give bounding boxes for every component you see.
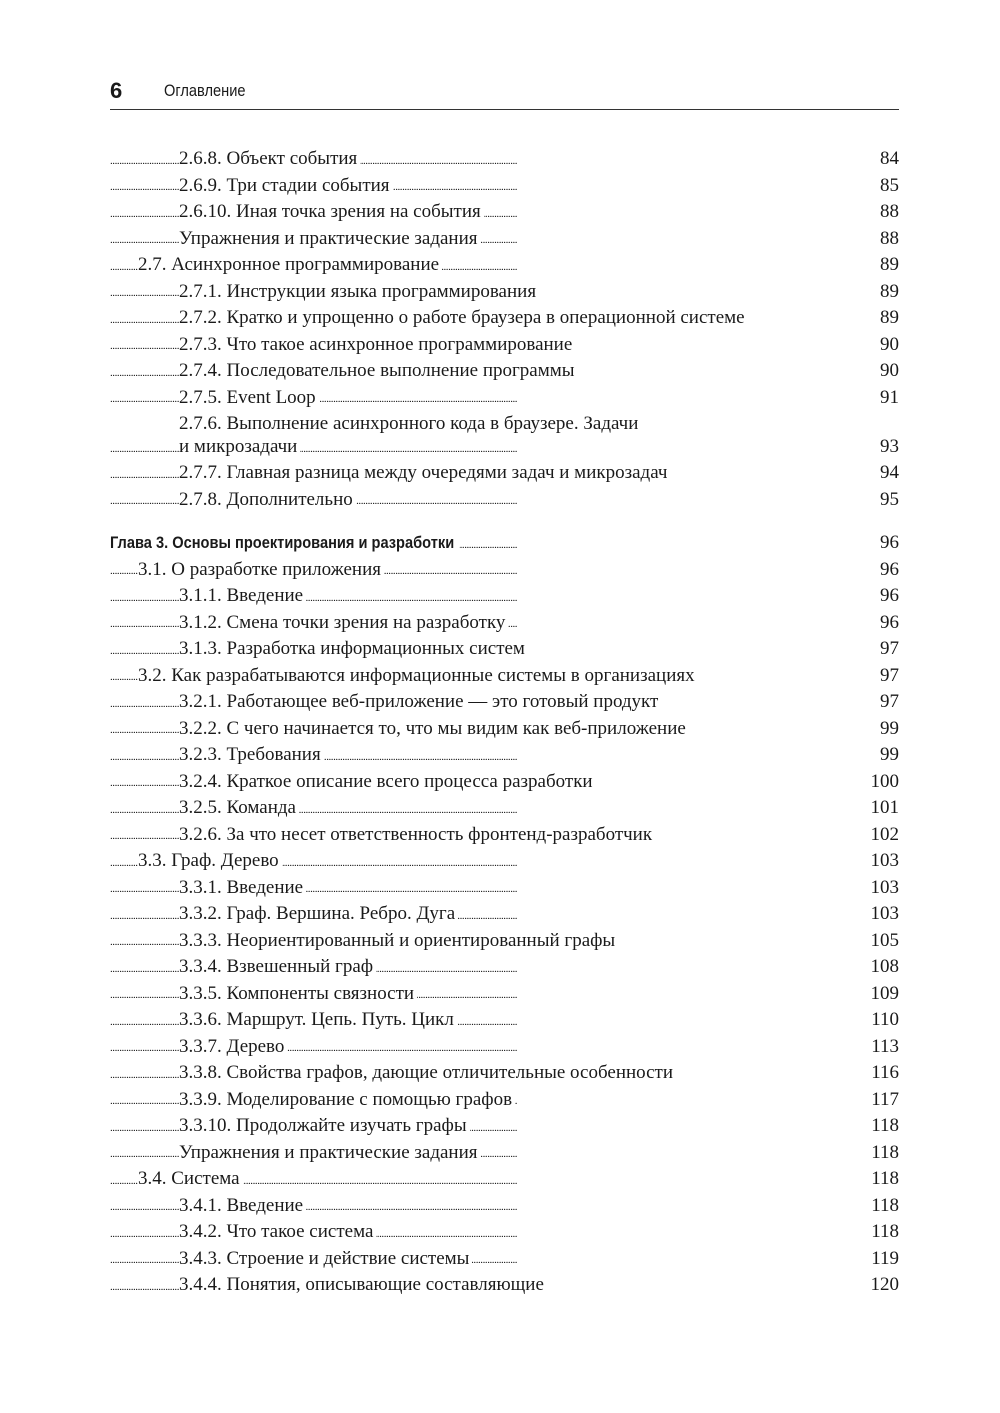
toc-entry-title: 3.4.4. Понятия, описывающие составляющие — [179, 1272, 547, 1299]
toc-subsection-entry — [110, 1140, 899, 1167]
toc-subsection-entry — [110, 954, 899, 981]
toc-page-number: 89 — [878, 252, 899, 279]
toc-page-number: 117 — [869, 1087, 899, 1114]
toc-page-number: 101 — [869, 795, 900, 822]
toc-section-entry — [110, 848, 899, 875]
toc-page-number: 100 — [869, 769, 900, 796]
toc-section-entry — [110, 663, 899, 690]
toc-subsection-entry — [110, 822, 899, 849]
toc-page-number: 85 — [878, 173, 899, 200]
toc-subsection-entry — [110, 358, 899, 385]
toc-entry-title: 3.2.2. С чего начинается то, что мы видим как веб-приложение — [179, 716, 689, 743]
toc-entry-title: 3.3.6. Маршрут. Цепь. Путь. Цикл — [179, 1007, 457, 1034]
toc-subsection-entry — [110, 1034, 899, 1061]
toc-subsection-entry — [110, 199, 899, 226]
toc-page-number: 120 — [869, 1272, 900, 1299]
toc-page-number: 97 — [878, 636, 899, 663]
toc-page-number: 89 — [878, 279, 899, 306]
toc-entry-title: 3.3.2. Граф. Вершина. Ребро. Дуга — [179, 901, 458, 928]
toc-subsection-entry — [110, 332, 899, 359]
toc-page-number: 109 — [869, 981, 900, 1008]
toc-entry-title: 3.1. О разработке приложения — [138, 557, 384, 584]
toc-subsection-entry — [110, 487, 899, 514]
toc-subsection-entry — [110, 1272, 899, 1299]
toc-entry-title: Упражнения и практические задания — [179, 226, 481, 253]
toc-page-number: 96 — [878, 530, 899, 557]
toc-subsection-entry — [110, 795, 899, 822]
toc-entry-title: 3.3.4. Взвешенный граф — [179, 954, 376, 981]
toc-page-number: 119 — [869, 1246, 899, 1273]
toc-page-number: 116 — [869, 1060, 899, 1087]
toc-page-number: 108 — [869, 954, 900, 981]
table-of-contents — [110, 146, 899, 1299]
toc-subsection-entry — [110, 981, 899, 1008]
toc-subsection-entry — [110, 385, 899, 412]
toc-page-number: 97 — [878, 663, 899, 690]
toc-chapter-entry — [110, 530, 899, 557]
page-header — [110, 74, 899, 110]
toc-entry-title: 2.6.8. Объект события — [179, 146, 360, 173]
toc-entry-title: 2.7.5. Event Loop — [179, 385, 319, 412]
toc-subsection-entry — [110, 305, 899, 332]
toc-subsection-entry — [110, 636, 899, 663]
toc-entry-title: 3.2.5. Команда — [179, 795, 299, 822]
toc-page-number: 103 — [869, 848, 900, 875]
toc-page-number: 96 — [878, 557, 899, 584]
toc-subsection-entry — [110, 1113, 899, 1140]
toc-entry-title: 2.6.10. Иная точка зрения на события — [179, 199, 484, 226]
toc-page-number: 118 — [869, 1140, 899, 1167]
toc-page-number: 93 — [878, 434, 899, 461]
running-title: Оглавление — [164, 81, 246, 100]
toc-page-number: 118 — [869, 1113, 899, 1140]
toc-subsection-entry — [110, 279, 899, 306]
toc-entry-title-continued: и микрозадачи — [179, 434, 300, 461]
toc-entry-title: 3.3.8. Свойства графов, дающие отличительные особенности — [179, 1060, 676, 1087]
toc-entry-title: 3.4.3. Строение и действие системы — [179, 1246, 472, 1273]
toc-subsection-entry — [110, 1007, 899, 1034]
toc-subsection-entry — [110, 1193, 899, 1220]
toc-page-number: 113 — [869, 1034, 899, 1061]
toc-entry-title: 3.2.4. Краткое описание всего процесса разработки — [179, 769, 596, 796]
toc-subsection-entry — [110, 901, 899, 928]
toc-page-number: 105 — [869, 928, 900, 955]
toc-entry-title: 3.3. Граф. Дерево — [138, 848, 282, 875]
toc-subsection-entry — [110, 689, 899, 716]
toc-entry-title: 2.7.6. Выполнение асинхронного кода в браузере. Задачи — [179, 411, 641, 438]
toc-entry-title: 3.2.6. За что несет ответственность фронтенд-разработчик — [179, 822, 655, 849]
toc-entry-title: 3.4.2. Что такое система — [179, 1219, 376, 1246]
toc-entry-title: 2.7.7. Главная разница между очередями задач и микрозадач — [179, 460, 670, 487]
page-number: 6 — [110, 78, 123, 103]
toc-subsection-entry — [110, 173, 899, 200]
toc-entry-title: 2.7.2. Кратко и упрощенно о работе браузера в операционной системе — [179, 305, 748, 332]
toc-page-number: 99 — [878, 742, 899, 769]
toc-section-entry — [110, 252, 899, 279]
toc-subsection-entry — [110, 1087, 899, 1114]
toc-entry-title: 3.1.1. Введение — [179, 583, 306, 610]
toc-subsection-entry — [110, 769, 899, 796]
toc-subsection-entry — [110, 928, 899, 955]
toc-entry-title: 3.3.7. Дерево — [179, 1034, 287, 1061]
toc-page-number: 110 — [869, 1007, 899, 1034]
toc-entry-title: 3.3.10. Продолжайте изучать графы — [179, 1113, 470, 1140]
toc-entry-title: Глава 3. Основы проектирования и разработки — [110, 530, 459, 557]
toc-page-number: 103 — [869, 901, 900, 928]
toc-subsection-entry — [110, 1219, 899, 1246]
toc-subsection-entry — [110, 411, 899, 460]
toc-page-number: 94 — [878, 460, 899, 487]
toc-entry-title: 3.4.1. Введение — [179, 1193, 306, 1220]
toc-entry-title: 2.6.9. Три стадии события — [179, 173, 393, 200]
toc-entry-title: 3.2.3. Требования — [179, 742, 324, 769]
toc-page-number: 90 — [878, 358, 899, 385]
toc-entry-title: 3.1.3. Разработка информационных систем — [179, 636, 528, 663]
toc-subsection-entry — [110, 742, 899, 769]
toc-subsection-entry — [110, 610, 899, 637]
toc-subsection-entry — [110, 226, 899, 253]
toc-page-number: 96 — [878, 610, 899, 637]
toc-entry-title: 2.7.8. Дополнительно — [179, 487, 356, 514]
toc-page-number: 95 — [878, 487, 899, 514]
toc-subsection-entry — [110, 460, 899, 487]
toc-page-number: 97 — [878, 689, 899, 716]
toc-entry-title: 2.7.1. Инструкции языка программирования — [179, 279, 539, 306]
toc-subsection-entry — [110, 146, 899, 173]
toc-entry-title: 3.2.1. Работающее веб-приложение — это готовый продукт — [179, 689, 661, 716]
toc-subsection-entry — [110, 875, 899, 902]
toc-entry-title: Упражнения и практические задания — [179, 1140, 481, 1167]
toc-page-number: 90 — [878, 332, 899, 359]
header-rule — [110, 109, 899, 110]
toc-page-number: 102 — [869, 822, 900, 849]
toc-entry-title: 3.1.2. Смена точки зрения на разработку — [179, 610, 508, 637]
toc-subsection-entry — [110, 716, 899, 743]
toc-entry-title: 2.7.4. Последовательное выполнение программы — [179, 358, 578, 385]
toc-subsection-entry — [110, 1246, 899, 1273]
toc-page-number: 88 — [878, 199, 899, 226]
toc-entry-title: 3.2. Как разрабатываются информационные системы в организациях — [138, 663, 698, 690]
toc-page-number: 84 — [878, 146, 899, 173]
toc-entry-title: 3.3.1. Введение — [179, 875, 306, 902]
toc-subsection-entry — [110, 583, 899, 610]
toc-page-number: 118 — [869, 1219, 899, 1246]
toc-entry-title: 2.7. Асинхронное программирование — [138, 252, 442, 279]
toc-entry-title: 3.3.3. Неориентированный и ориентированный графы — [179, 928, 618, 955]
toc-page-number: 99 — [878, 716, 899, 743]
toc-section-entry — [110, 557, 899, 584]
toc-page-number: 118 — [869, 1193, 899, 1220]
toc-page-number: 91 — [878, 385, 899, 412]
toc-entry-title: 3.3.5. Компоненты связности — [179, 981, 417, 1008]
toc-page-number: 89 — [878, 305, 899, 332]
toc-section-entry — [110, 1166, 899, 1193]
toc-page-number: 103 — [869, 875, 900, 902]
toc-page-number: 96 — [878, 583, 899, 610]
toc-subsection-entry — [110, 1060, 899, 1087]
toc-page-number: 118 — [869, 1166, 899, 1193]
toc-entry-title: 3.4. Система — [138, 1166, 243, 1193]
toc-entry-title: 3.3.9. Моделирование с помощью графов — [179, 1087, 515, 1114]
toc-page-number: 88 — [878, 226, 899, 253]
toc-entry-title: 2.7.3. Что такое асинхронное программирование — [179, 332, 575, 359]
